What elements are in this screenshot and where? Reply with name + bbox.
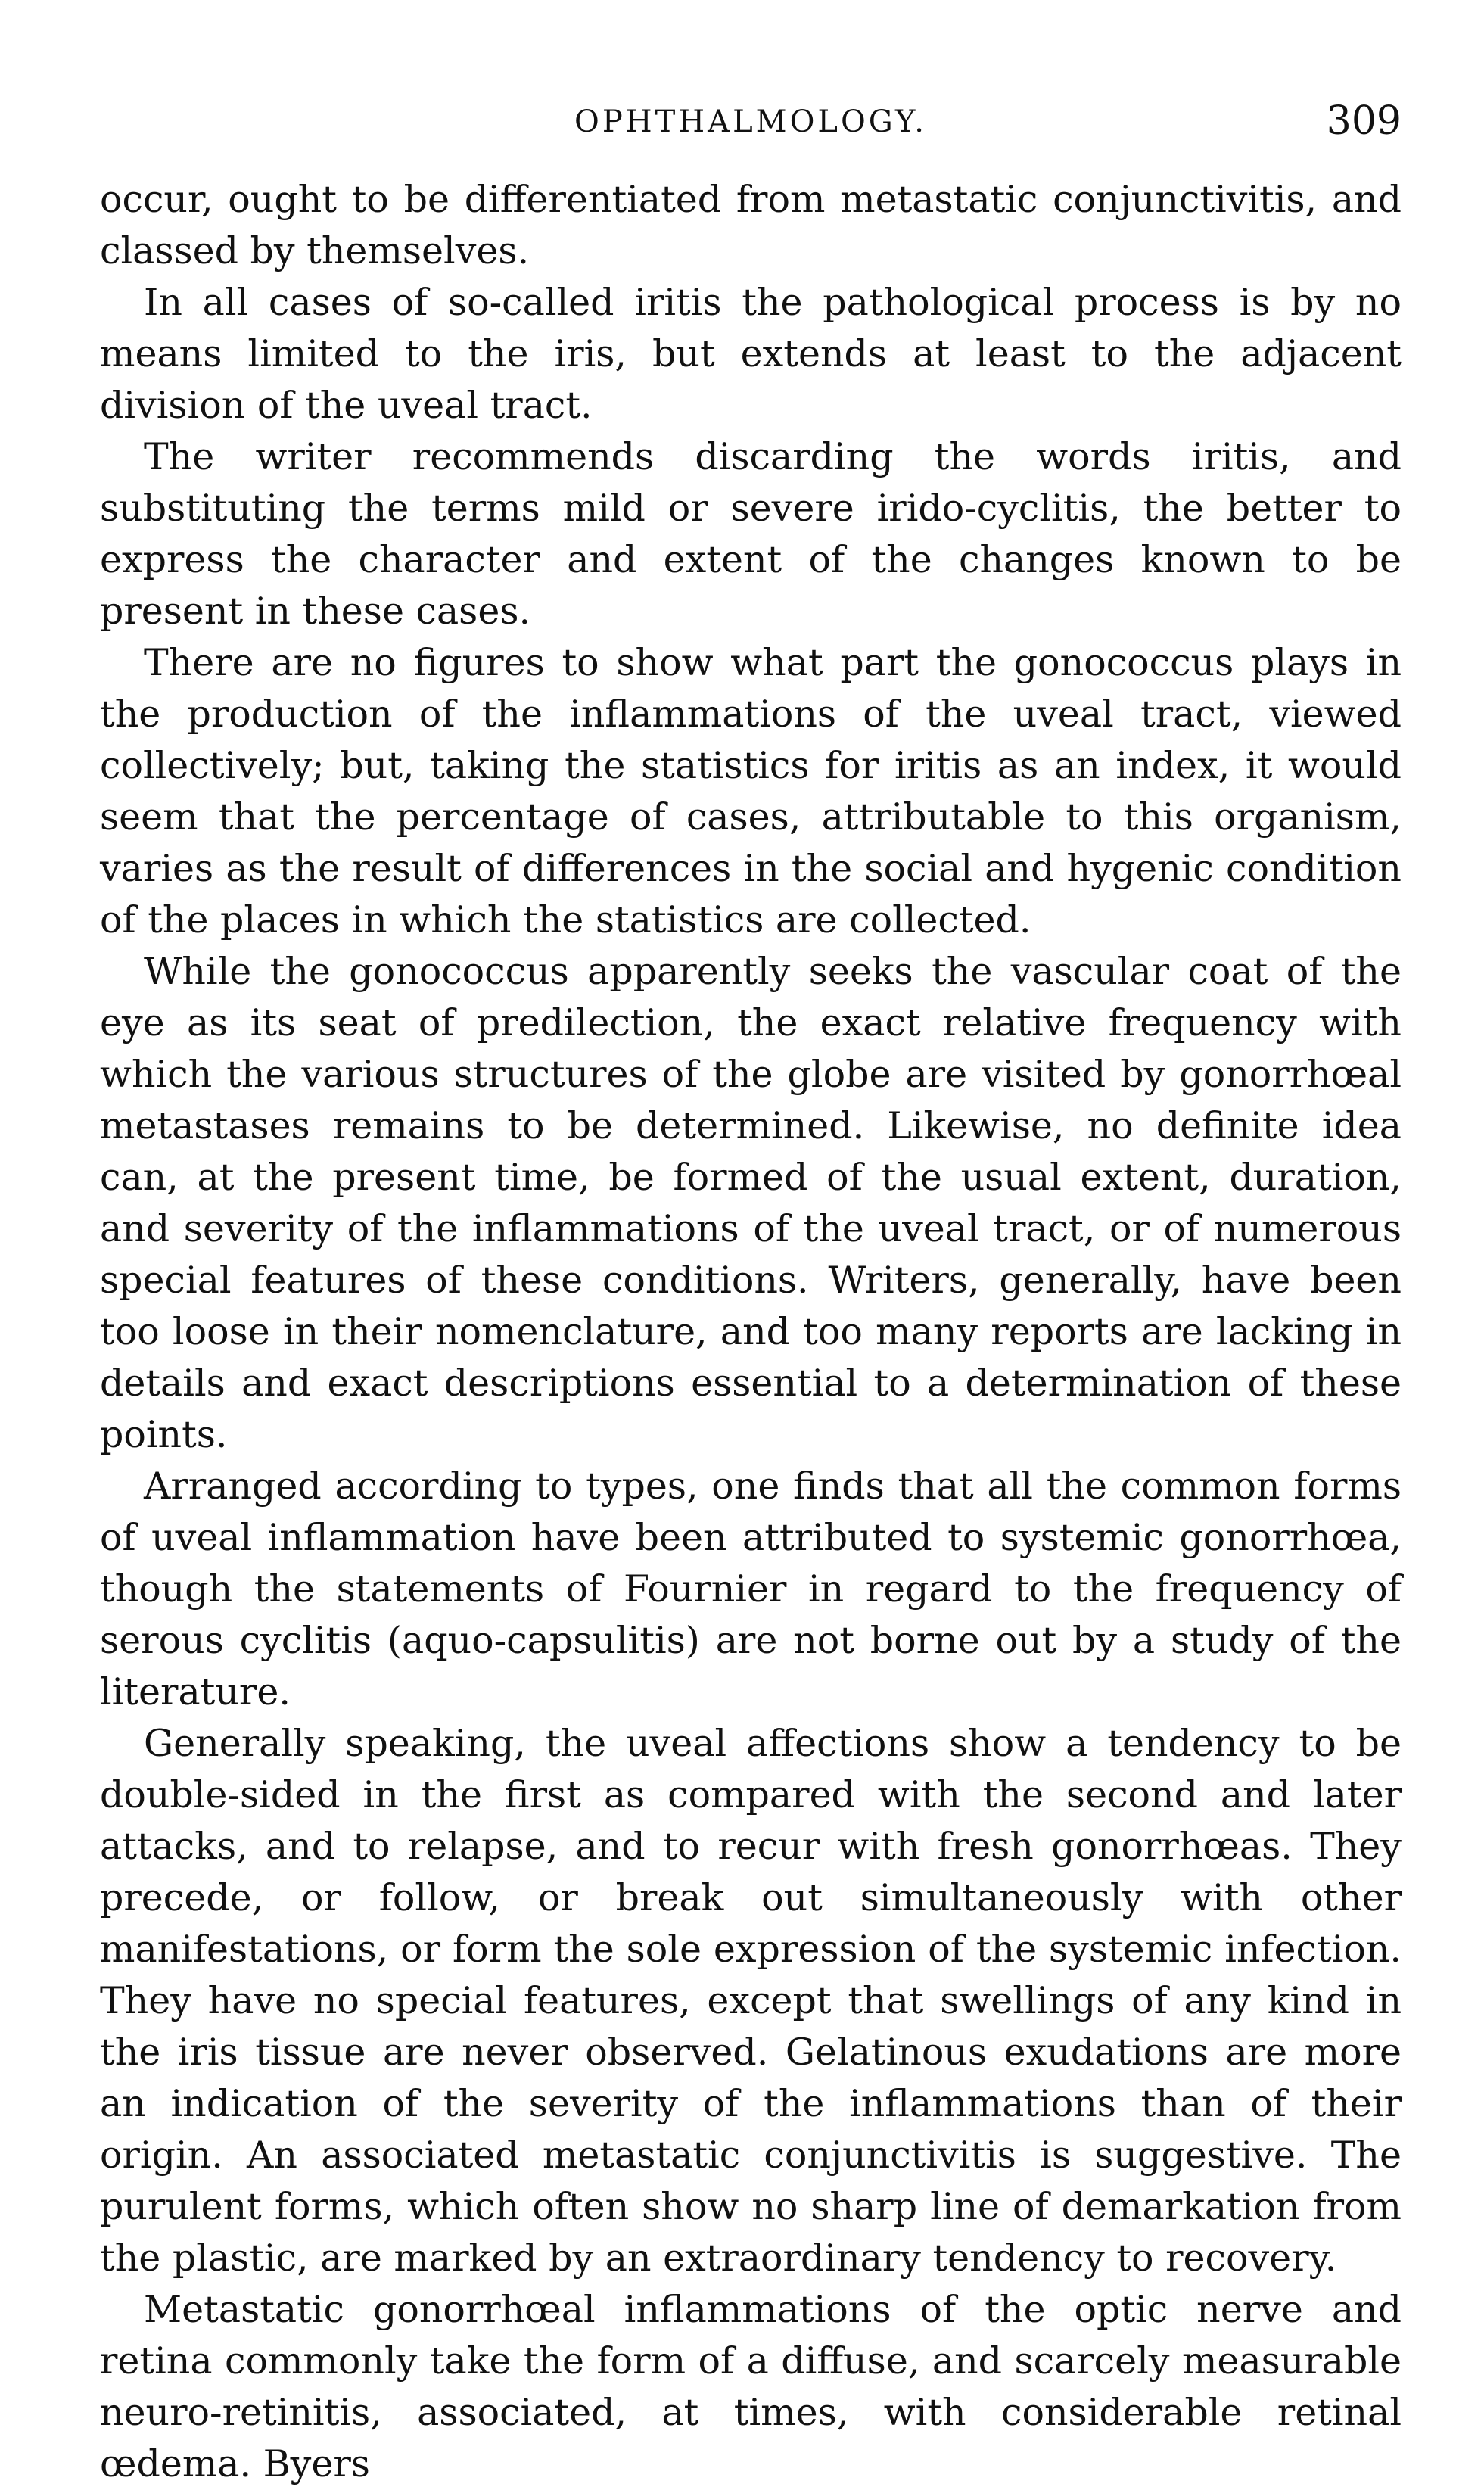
- paragraph-irido-cyclitis-recommendation: The writer recommends discarding the words iritis, and substituting the terms mild or severe irido-cyclitis, the better to express the character and extent of the changes known to be present in these cases.: [100, 435, 1402, 633]
- paragraph-uveal-affections: Generally speaking, the uveal affections show a tendency to be double-sided in the first as compared with the second and later attacks, and to relapse, and to recur with fresh gonorrhœas. They precede, or follow, or break out simultaneously with other manifestations, or form the sole expression of the systemic infection. They have no special features, except that swellings of any kind in the iris tissue are never observed. Gelatinous exudations are more an indication of the severity of the inflammations than of their origin. An associated metastatic conjunctivitis is suggestive. The purulent forms, which often show no sharp line of demarkation from the plastic, are marked by an extraordinary tendency to recovery.: [100, 1722, 1402, 2280]
- paragraph-iritis-uveal-tract: In all cases of so-called iritis the pathological process is by no means limited to the iris, but extends at least to the adjacent division of the uveal tract.: [100, 281, 1402, 427]
- running-title: OPHTHALMOLOGY.: [574, 104, 927, 139]
- body-text: [100, 174, 1402, 2490]
- book-page: [100, 91, 1402, 2490]
- page-number: 309: [1326, 98, 1402, 144]
- running-head: [100, 91, 1402, 174]
- paragraph-optic-nerve-retina: Metastatic gonorrhœal inflammations of the optic nerve and retina commonly take the form of a diffuse, and scarcely measurable neuro-retinitis, associated, at times, with considerable retinal œdema. Byers: [100, 2288, 1402, 2485]
- paragraph-types-of-inflammation: Arranged according to types, one finds that all the common forms of uveal inflammation have been attributed to systemic gonorrhœa, though the statements of Fournier in regard to the frequency of serous cyclitis (aquo-capsulitis) are not borne out by a study of the literature.: [100, 1464, 1402, 1713]
- paragraph-vascular-coat: While the gonococcus apparently seeks the vascular coat of the eye as its seat of predilection, the exact relative frequency with which the various structures of the globe are visited by gonorrhœal metastases remains to be determined. Likewise, no definite idea can, at the present time, be formed of the usual extent, duration, and severity of the inflammations of the uveal tract, or of numerous special features of these conditions. Writers, generally, have been too loose in their nomenclature, and too many reports are lacking in details and exact descriptions essential to a determination of these points.: [100, 950, 1402, 1456]
- paragraph-gonococcus-statistics: There are no figures to show what part the gonococcus plays in the production of the inflammations of the uveal tract, viewed collectively; but, taking the statistics for iritis as an index, it would seem that the percentage of cases, attributable to this organism, varies as the result of differences in the social and hygenic condition of the places in which the statistics are collected.: [100, 641, 1402, 942]
- paragraph-continuation: occur, ought to be differentiated from metastatic conjunctivitis, and classed by themselves.: [100, 178, 1402, 272]
